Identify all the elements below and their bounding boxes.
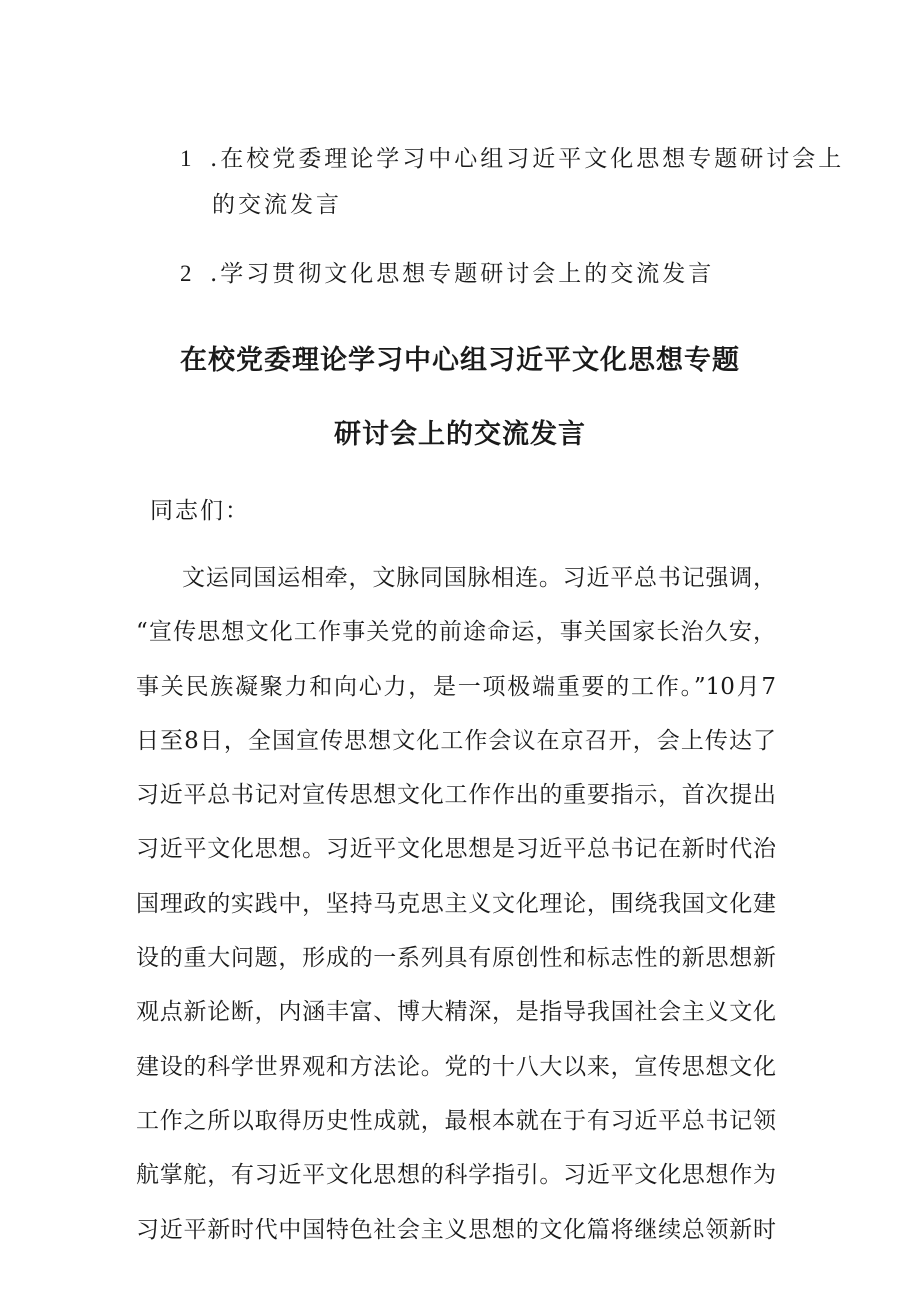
- body-paragraph: [136, 556, 776, 1262]
- toc-item-2-number: 2: [180, 261, 195, 286]
- toc-item-1-text-continued: 的交流发言: [212, 192, 342, 218]
- body-line: 习近平总书记对宣传思想文化工作作出的重要指示，首次提出: [136, 782, 776, 809]
- toc-item-1-continued: [212, 186, 342, 219]
- document-title-line-2: 研讨会上的交流发言: [334, 419, 586, 450]
- toc-item-2: [180, 255, 714, 288]
- body-line: 文运同国运相牵，文脉同国脉相连。习近平总书记强调，: [182, 565, 776, 591]
- document-title-line-1: 在校党委理论学习中心组习近平文化思想专题: [180, 345, 740, 376]
- toc-item-1: [180, 140, 844, 173]
- toc-item-1-text: .在校党委理论学习中心组习近平文化思想专题研讨会上: [210, 146, 845, 172]
- body-line: 观点新论断，内涵丰富、博大精深，是指导我国社会主义文化: [136, 999, 776, 1026]
- body-line: “宣传思想文化工作事关党的前途命运，事关国家长治久安，: [136, 619, 776, 646]
- body-line: 习近平文化思想。习近平文化思想是习近平总书记在新时代治: [136, 836, 776, 863]
- toc-item-1-number: 1: [180, 146, 195, 171]
- body-line: 事关民族凝聚力和向心力，是一项极端重要的工作。”10月7: [136, 673, 776, 700]
- body-line: 工作之所以取得历史性成就，最根本就在于有习近平总书记领: [136, 1107, 776, 1134]
- salutation: 同志们：: [150, 498, 250, 524]
- body-line: 国理政的实践中，坚持马克思主义文化理论，围绕我国文化建: [136, 890, 776, 917]
- body-line: 日至8日，全国宣传思想文化工作会议在京召开，会上传达了: [136, 727, 776, 754]
- toc-item-2-text: .学习贯彻文化思想专题研讨会上的交流发言: [210, 261, 715, 287]
- body-line: 设的重大问题，形成的一系列具有原创性和标志性的新思想新: [136, 945, 776, 972]
- body-line: 习近平新时代中国特色社会主义思想的文化篇将继续总领新时: [136, 1216, 776, 1243]
- body-line: 建设的科学世界观和方法论。党的十八大以来，宣传思想文化: [136, 1053, 776, 1080]
- body-line: 航掌舵，有习近平文化思想的科学指引。习近平文化思想作为: [136, 1162, 776, 1189]
